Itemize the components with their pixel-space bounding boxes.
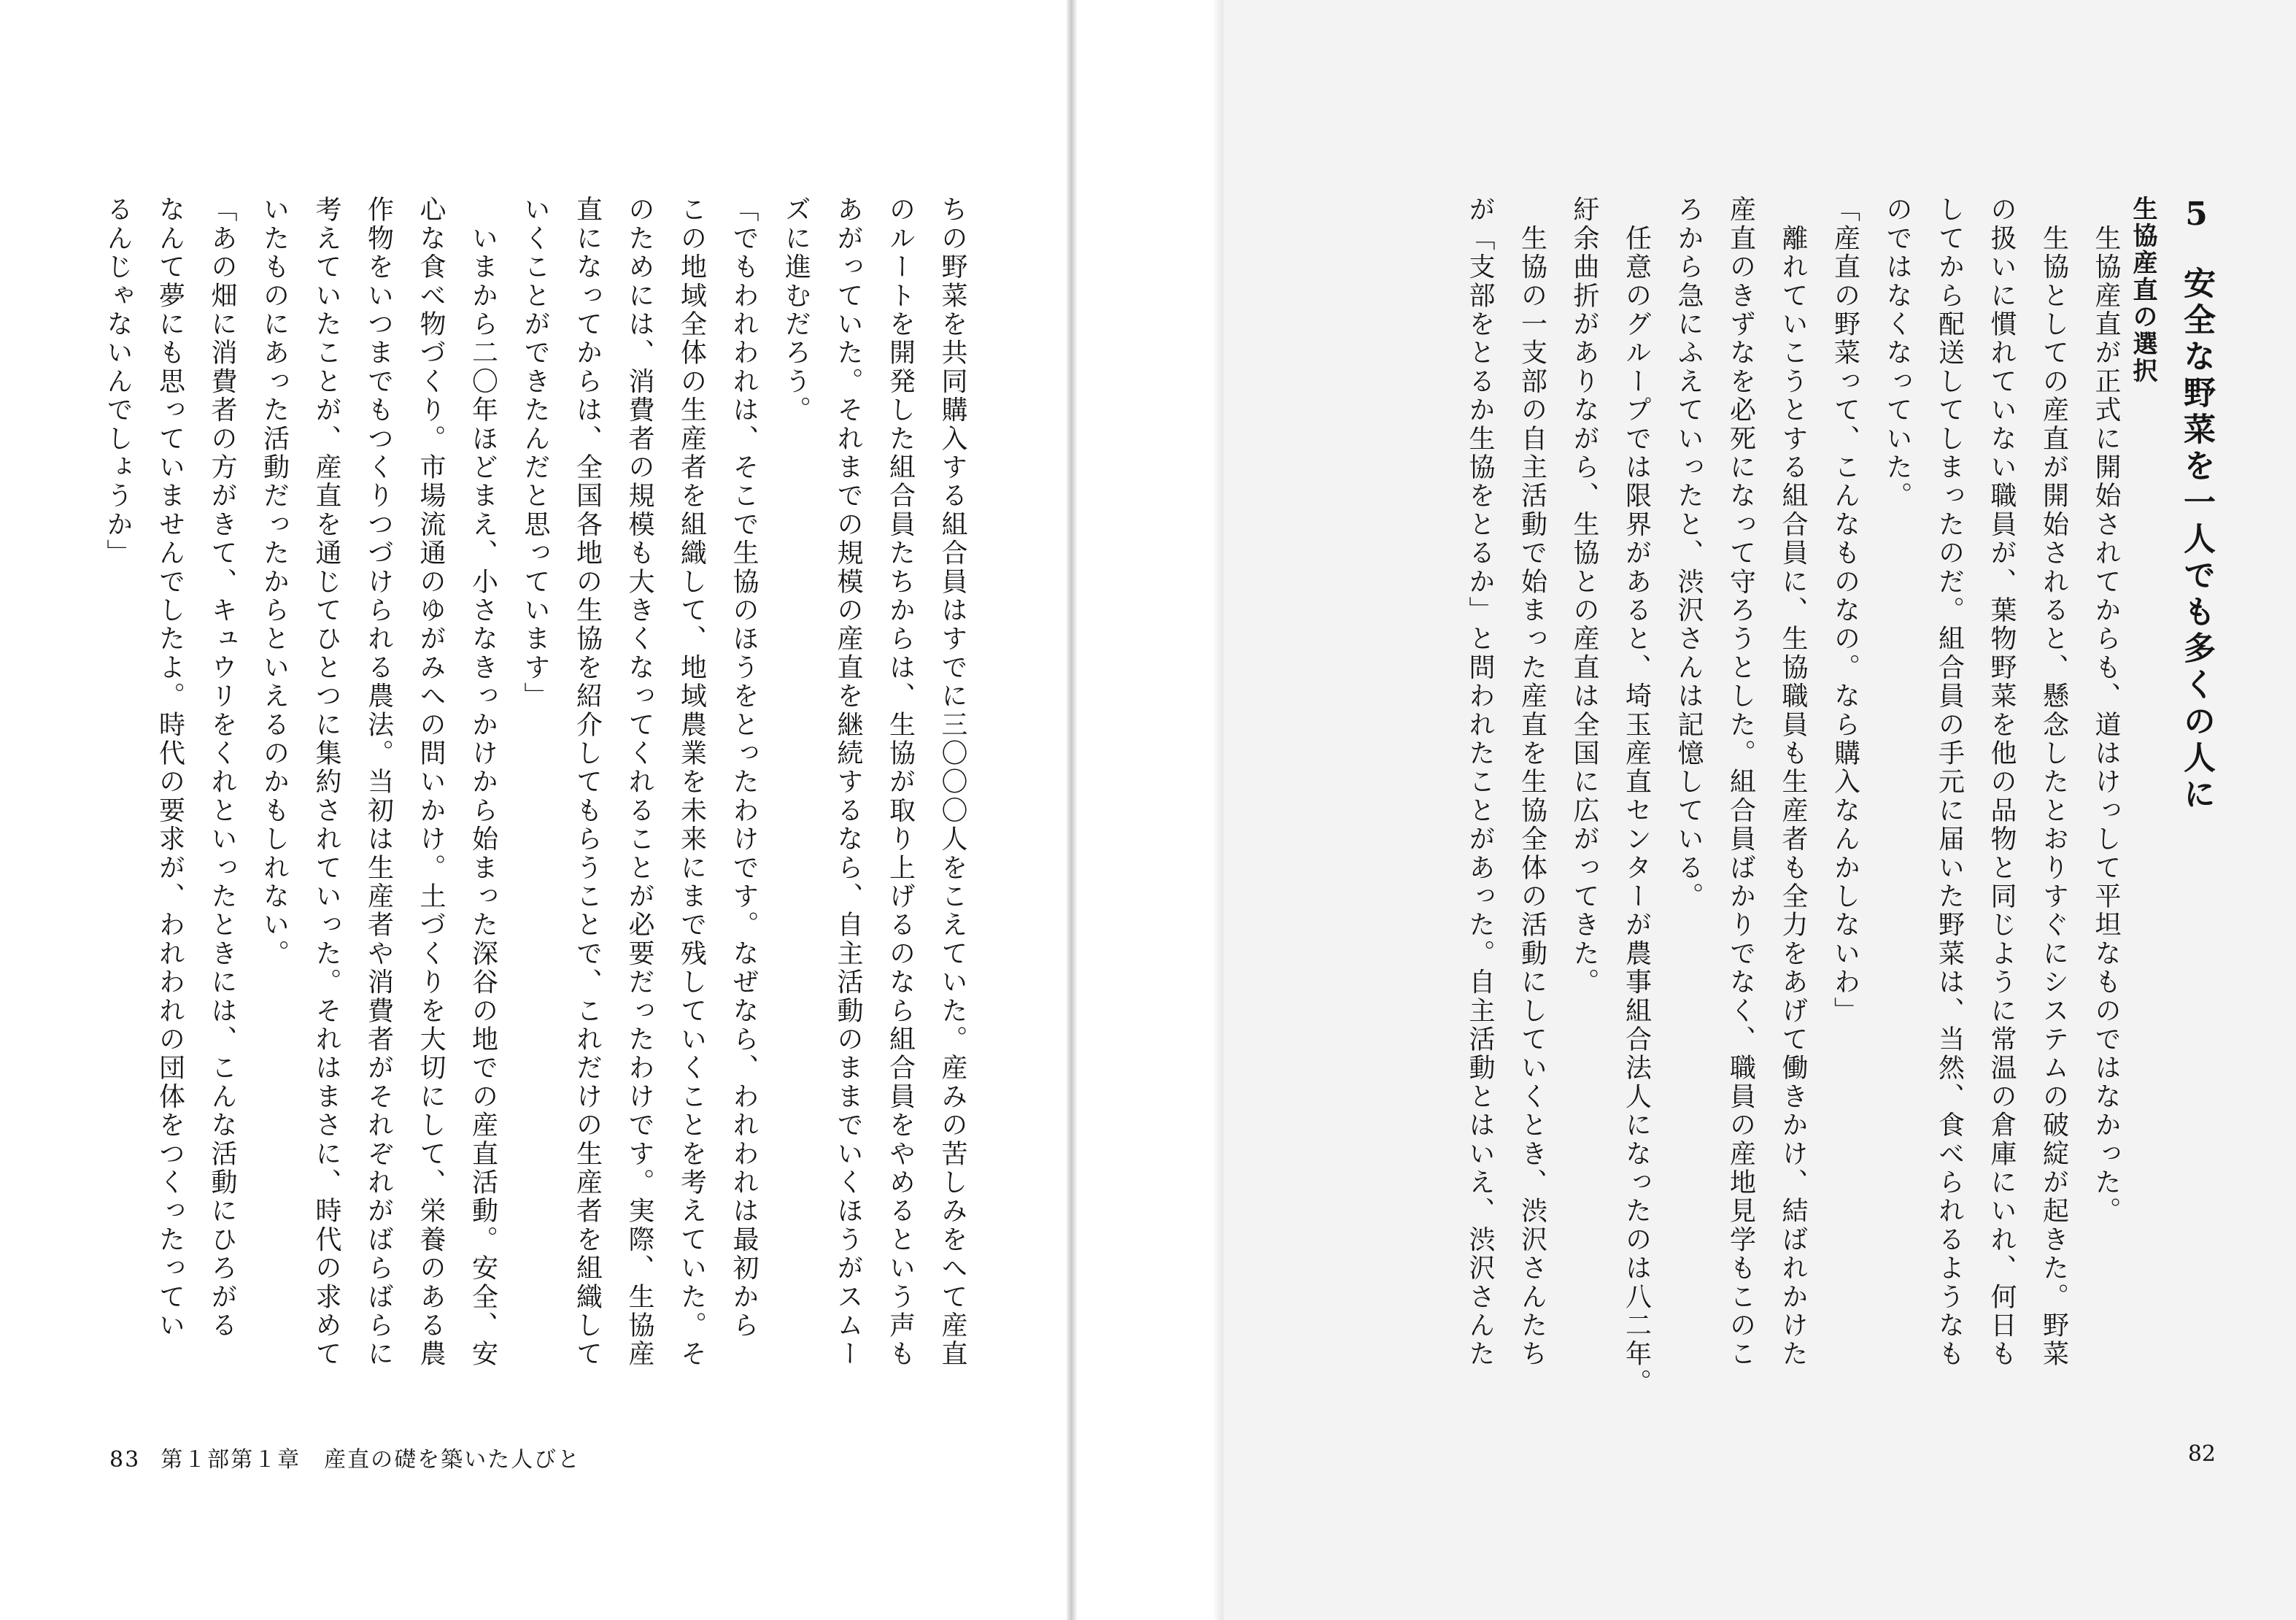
book-gutter — [1067, 0, 1224, 1620]
left-page-number: 83 — [109, 1447, 141, 1473]
left-page-body-text: ちの野菜を共同購入する組合員はすでに三〇〇〇人をこえていた。産みの苦しみをへて産直 のルートを開発した組合員たちからは、生協が取り上げるのなら組合員をやめるという声も あがっていた。それまでの規模の産直を継続するなら、自主活動のままでいくほうがスムー ズに進むだろう。 「でもわれわれは、そこで生協のほうをとったわけです。なぜなら、われわれは最初から この地域全体の生産者を組織して、地域農業を未来にまで残していくことを考えていた。そ のためには、消費者の規模も大きくなってくれることが必要だったわけです。実際、生協産 直になってからは、全国各地の生協を紹介してもらうことで、これだけの生産者を組織して いくことができたんだと思っています」 いまから二〇年ほどまえ、小さなきっかけから始まった深谷の地での産直活動。安全、安 心な食べ物づくり。市場流通のゆがみへの問いかけ。土づくりを大切にして、栄養のある農 作物をいつまでもつくりつづけられる農法。当初は生産者や消費者がそれぞれがばらばらに 考えていたことが、産直を通じてひとつに集約されていった。それはまさに、時代の求めて いたものにあった活動だったからといえるのかもしれない。 「あの畑に消費者の方がきて、キュウリをくれといったときには、こんな活動にひろがる なんて夢にも思っていませんでしたよ。時代の要求が、われわれの団体をつくったってい るんじゃないんでしょうか」 — [103, 196, 967, 1369]
section-title: 生協産直の選択 — [2128, 196, 2157, 385]
chapter-title: 安全な野菜を一人でも多くの人に — [2178, 266, 2215, 814]
right-page — [1224, 0, 2296, 1620]
right-page-number: 82 — [2187, 1441, 2216, 1467]
right-page-body-text: 生協産直が正式に開始されてからも、道はけっして平坦なものではなかった。 生協としての産直が開始されると、懸念したとおりすぐにシステムの破綻が起きた。野菜 の扱いに慣れていない職員が、葉物野菜を他の品物と同じように常温の倉庫にいれ、何日も してから配送してしまったのだ。組合員の手元に届いた野菜は、当然、食べられるようなも のではなくなっていた。 「産直の野菜って、こんなものなの。なら購入なんかしないわ」 離れていこうとする組合員に、生協職員も生産者も全力をあげて働きかけ、結ばれかけた 産直のきずなを必死になって守ろうとした。組合員ばかりでなく、職員の産地見学もこのこ ろから急にふえていったと、渋沢さんは記憶している。 任意のグループでは限界があると、埼玉産直センターが農事組合法人になったのは八二年。 紆余曲折がありながら、生協との産直は全国に広がってきた。 生協の一支部の自主活動で始まった産直を生協全体の活動にしていくとき、渋沢さんたち が「支部をとるか生協をとるか」と問われたことがあった。自主活動とはいえ、渋沢さんた — [1465, 196, 2121, 1397]
chapter-number: 5 — [2178, 196, 2215, 237]
left-page-footer — [109, 1441, 581, 1473]
left-page — [0, 0, 1067, 1620]
chapter-heading — [2161, 196, 2219, 925]
running-head: 第１部第１章 産直の礎を築いた人びと — [161, 1447, 581, 1473]
